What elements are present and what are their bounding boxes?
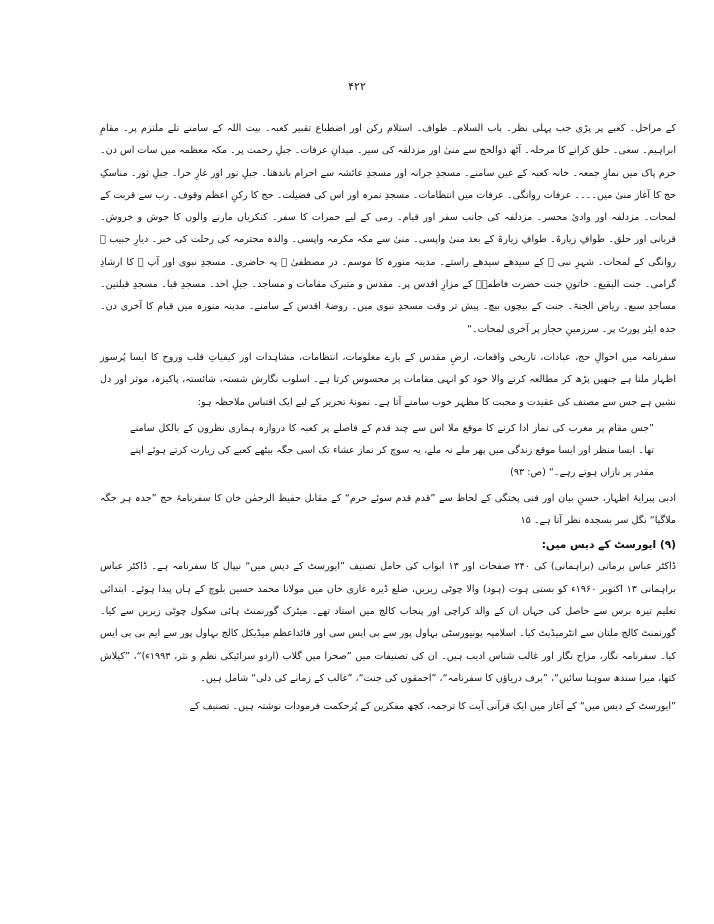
body-text — [100, 118, 676, 719]
paragraph-stages: کے مراحل۔ کعبے پر پڑی جب پہلی نظر۔ باب السلام۔ طواف۔ استلام رکن اور اضطباع تقبیر کعبہ۔ بیت اللہ کے سامنے تلے ملتزم پر۔ مقامِ ابراہیم۔ سعی۔ حلق کرانے کا مرحلہ۔ آٹھ ذوالحج سے منیٰ اور مزدلفہ کی سیر۔ میدانِ عرفات۔ جبلِ رحمت پر۔ مکہ معظمہ میں سات اس دن۔ حرم پاک میں نمازِ جمعہ۔ خانہ کعبہ کے عین سامنے۔ مسجدِ جرانہ اور مسجدِ عائشہ سے احرام باندھنا۔ جبلِ نور اور غارِ حرا۔ جبلِ ثور۔ مناسکِ حج کا آغاز منیٰ میں۔۔۔۔ عرفات روانگی۔ عرفات میں انتظامات۔ مسجدِ نمرہ اور اس کی فضیلت۔ حج کا رکنِ اعظم وقوف۔ رب سے قربت کے لمحات۔ مزدلفہ اور وادیٔ محسر۔ مزدلفہ کی جانب سفر اور قیام۔ رمی کے لیے جمرات کا سفر۔ کنکریاں مارنے والوں کا جوش و خروش۔ قربانی اور حلق۔ طوافِ زیارۃ۔ طوافِ زیارۃ کے بعد منیٰ واپسی۔ منیٰ سے مکہ مکرمہ واپسی۔ والدہ محترمہ کی رحلت کی خبر۔ دیارِ حبیب ﷺ روانگی کے لمحات۔ شہرِ نبی ﷺ کے سیدھے سیدھے راستے۔ مدینہ منورہ کا موسم۔ در مصطفیٰ ﷺ پہ حاضری۔ مسجدِ نبوی اور آپ ﷺ کا ارشادِ گرامی۔ جنت البقیع۔ خاتونِ جنت حضرت فاطمہؓ کے مزارِ اقدس پر۔ مقدس و متبرک مقامات و مساجد۔ جبلِ احد۔ مسجدِ قبا۔ مسجدِ قبلتین۔ مساجدِ سبع۔ ریاض الجنۃ۔ جنت کے بیچوں بیچ۔ پیش تر وقت مسجدِ نبوی میں۔ روضۂ اقدس کے سامنے۔ مدینہ منورہ میں قیام کا آخری دن۔ جدہ ایئر پورٹ پر۔ سرزمینِ حجاز پر آخری لمحات۔“ — [100, 123, 676, 335]
section-heading: (۹) ایورسٹ کے دیس میں: — [541, 539, 676, 552]
paragraph-comparison: ادبی پیرایۂ اظہار، حسنِ بیان اور فنی پختگی کے لحاظ سے ”قدم قدم سوئے حرم“ کے مقابل حفیظ الرحمٰن خان کا سفرنامۂ حج ”جدہ ہر جگہ ملاگیا“ نگل سر بسجدہ نظر آتا ہے۔ ۱۵ — [100, 492, 676, 527]
paragraph-book-intro: ”ایورسٹ کے دیس میں“ کے آغاز میں ایک قرآنی آیت کا ترجمہ، کچھ مفکرین کے پُرحکمت فرمودات نوشتہ ہیں۔ تصنیف کے — [189, 701, 676, 713]
paragraph-commentary: سفرنامہ میں احوالِ حج، عبادات، تاریخی واقعات، ارضِ مقدس کے بارے معلومات، انتظامات، مشاہدات اور کیفیاتِ قلب وروح کا ایسا پُرسوز اظہار ملتا ہے جنھیں پڑھ کر مطالعہ کرنے والا خود کو انہی مقامات پر محسوس کرتا ہے۔ اسلوب نگارش شستہ، شائستہ، پاکیزہ، موثر اور دل نشیں ہے جس سے مصنف کی عقیدت و محبت کا مظہر خوب سامنے آتا ہے۔ نمونۂ تحریر کے لیے ایک اقتباس ملاحظہ ہو: — [100, 351, 676, 408]
page-number: ۴۲۲ — [348, 80, 366, 93]
block-quote: ”جس مقام پر مغرب کی نماز ادا کرنے کا موقع ملا اس سے چند قدم کے فاصلے پر کعبہ کا دروازہ ہماری نظروں کے بالکل سامنے تھا۔ ایسا منظر اور ایسا موقع زندگی میں پھر ملے نہ ملے، یہ سوچ کر نماز عشاء تک اسی جگہ بیٹھے کعبے کی زیارت کرتے ہوئے اپنے مقدر پر نازاں ہوتے رہے۔“ (ص: ۹۳) — [130, 422, 654, 478]
paragraph-author-bio: ڈاکٹر عباس برمانی (براہمانی) کی ۲۴۰ صفحات اور ۱۳ ابواب کی حامل تصنیف ”ایورسٹ کے دیس میں“ نیپال کا سفرنامہ ہے۔ ڈاکٹر عباس براہمانی ۱۳ اکتوبر ۱۹۶۰ء کو بستی ہوت (ہود) والا چوٹی زیریں، ضلع ڈیرہ غازی خان میں مولانا محمد حسین بلوچ کے ہاں پیدا ہوئے۔ ابتدائی تعلیم تیرہ برس سے حاصل کی جہاں ان کے والد کراچی اور پنجاب کالج میں استاد تھے۔ میٹرک گورنمنٹ ہائی سکول چوٹی زیریں سے کیا۔ گورنمنٹ کالج ملتان سے انٹرمیڈیٹ کیا۔ اسلامیہ یونیورسٹی بہاول پور سے بی ایس سی اور قائداعظم میڈیکل کالج بہاول پور سے ایم بی بی ایس کیا۔ سفرنامہ نگار، مزاح نگار اور غالب شناس ادیب ہیں۔ ان کی تصنیفات میں ”صحرا میں گلاب (اردو سرائیکی نظم و نثر، ۱۹۹۳ء)“، ”کیلاش کتھا، میرا سندھ سوہنا سائیں“، ”برف دریاؤں کا سفرنامہ“، ”احمقوں کی جنت“، ”غالب کے زمانے کی دلی“ شامل ہیں۔ — [100, 561, 677, 684]
